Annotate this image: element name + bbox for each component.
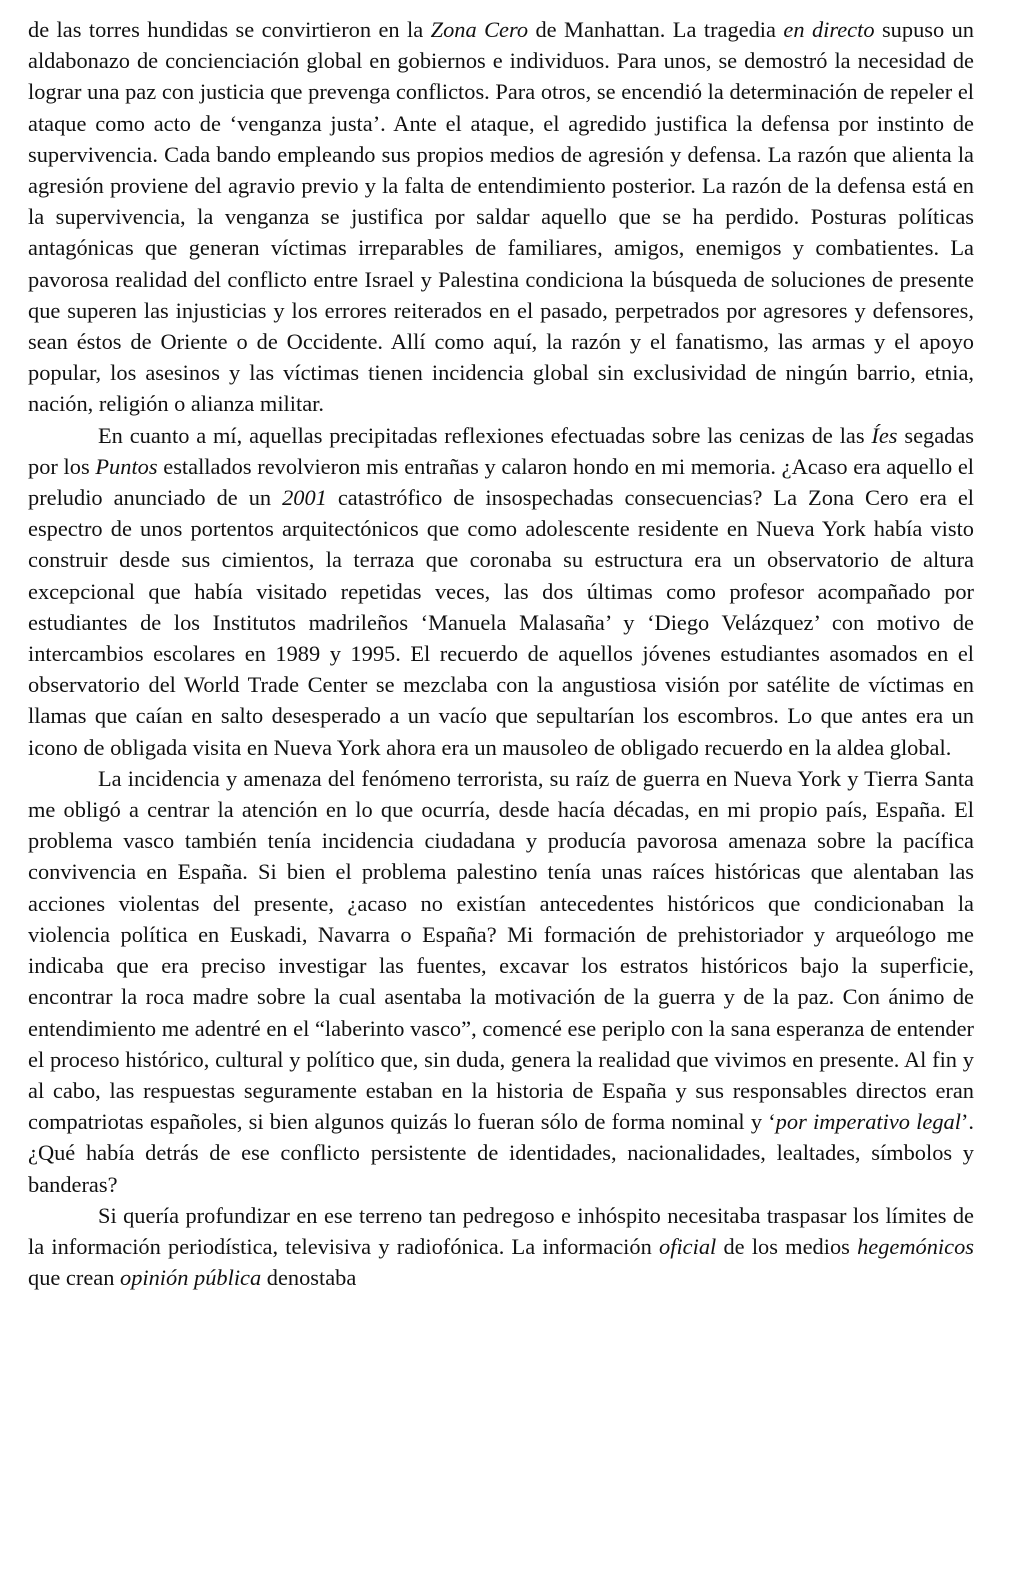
paragraph-1: [28, 14, 974, 420]
italic-text: Zona Cero: [430, 17, 529, 42]
text-run: de las torres hundidas se convirtieron en la: [28, 17, 431, 42]
paragraph-2: [28, 420, 974, 763]
text-run: de Manhattan. La tragedia: [528, 17, 784, 42]
italic-text: 2001: [282, 485, 327, 511]
italic-text: oficial: [659, 1233, 717, 1259]
text-run: denostaba: [261, 1265, 357, 1291]
italic-text: por imperativo legal: [775, 1109, 961, 1135]
text-run: que crean: [28, 1265, 120, 1291]
paragraph-4: [28, 1200, 974, 1294]
italic-text: opinión pública: [120, 1265, 262, 1291]
text-run: En cuanto a mí, aquellas precipitadas reflexiones efectuadas sobre las cenizas de las: [98, 422, 872, 448]
italic-text: Íes: [871, 422, 898, 448]
document-page: [28, 14, 974, 1559]
italic-text: en directo: [783, 17, 875, 42]
text-run: La incidencia y amenaza del fenómeno terrorista, su raíz de guerra en Nueva York y Tierra Santa me obligó a centrar la atención en lo que ocurría, desde hacía décadas, en mi propio país, España. El problema vasco también tenía incidencia ciudadana y producía pavorosa amenaza sobre la pacífica convivencia en España. Si bien el problema palestino tenía unas raíces históricas que alentaban las acciones violentas del presente, ¿acaso no existían antecedentes históricos que condicionaban la violencia política en Euskadi, Navarra o España? Mi formación de prehistoriador y arqueólogo me indicaba que era preciso investigar las fuentes, excavar los estratos históricos bajo la superficie, encontrar la roca madre sobre la cual asentaba la motivación de la guerra y de la paz. Con ánimo de entendimiento me adentré en el “laberinto vasco”, comencé ese periplo con la sana esperanza de entender el proceso histórico, cultural y político que, sin duda, genera la realidad que vivimos en presente. Al fin y al cabo, las respuestas seguramente estaban en la historia de España y sus responsables directos eran compatriotas españoles, si bien algunos quizás lo fueran sólo de forma nominal y ‘: [28, 765, 974, 1135]
text-run: segadas por los: [28, 422, 974, 479]
text-run: ’. ¿Qué había detrás de ese conflicto persistente de identidades, nacionalidades, lealtades, símbolos y banderas?: [28, 1109, 974, 1197]
text-run: catastrófico de insospechadas consecuencias? La Zona Cero era el espectro de unos portentos arquitectónicos que como adolescente residente en Nueva York había visto construir desde sus cimientos, la terraza que coronaba su estructura era un observatorio de altura excepcional que había visitado repetidas veces, las dos últimas como profesor acompañado por estudiantes de los Institutos madrileños ‘Manuela Malasaña’ y ‘Diego Velázquez’ con motivo de intercambios escolares en 1989 y 1995. El recuerdo de aquellos jóvenes estudiantes asomados en el observatorio del World Trade Center se mezclaba con la angustiosa visión por satélite de víctimas en llamas que caían en salto desesperado a un vacío que sepultarían los escombros. Lo que antes era un icono de obligada visita en Nueva York ahora era un mausoleo de obligado recuerdo en la aldea global.: [28, 485, 974, 760]
italic-text: hegemónicos: [857, 1233, 974, 1259]
paragraph-3: [28, 763, 974, 1200]
text-run: de los medios: [716, 1233, 858, 1259]
italic-text: Puntos: [95, 453, 158, 479]
text-run: Si quería profundizar en ese terreno tan pedregoso e inhóspito necesitaba traspasar los límites de la información periodística, televisiva y radiofónica. La información: [28, 1202, 974, 1259]
text-run: estallados revolvieron mis entrañas y calaron hondo en mi memoria. ¿Acaso era aquello el preludio anunciado de un: [28, 453, 974, 511]
text-run: supuso un aldabonazo de concienciación global en gobiernos e individuos. Para unos, se demostró la necesidad de lograr una paz con justicia que prevenga conflictos. Para otros, se encendió la determinación de repeler el ataque como acto de ‘venganza justa’. Ante el ataque, el agredido justifica la defensa por instinto de supervivencia. Cada bando empleando sus propios medios de agresión y defensa. La razón que alienta la agresión proviene del agravio previo y la falta de entendimiento posterior. La razón de la defensa está en la supervivencia, la venganza se justifica por saldar aquello que se ha perdido. Posturas políticas antagónicas que generan víctimas irreparables de familiares, amigos, enemigos y combatientes. La pavorosa realidad del conflicto entre Israel y Palestina condiciona la búsqueda de soluciones de presente que superen las injusticias y los errores reiterados en el pasado, perpetrados por agresores y defensores, sean éstos de Oriente o de Occidente. Allí como aquí, la razón y el fanatismo, las armas y el apoyo popular, los asesinos y las víctimas tienen incidencia global sin exclusividad de ningún barrio, etnia, nación, religión o alianza militar.: [28, 17, 974, 417]
